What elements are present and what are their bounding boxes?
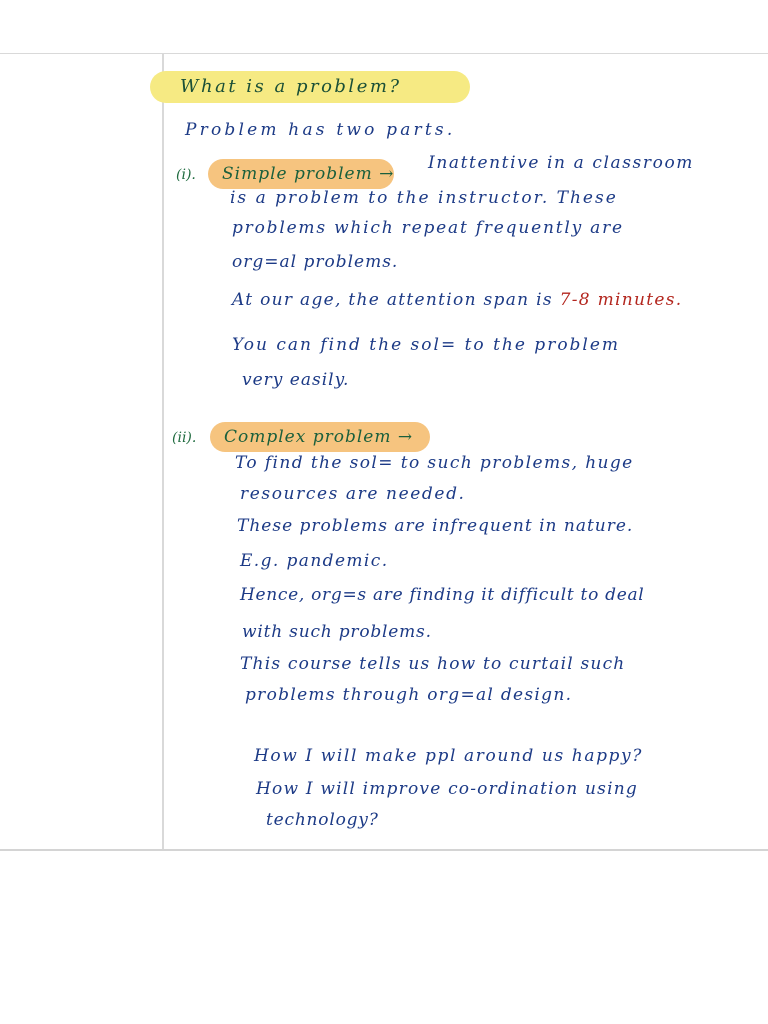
page-bottom-rule xyxy=(0,849,768,851)
heading-highlight xyxy=(150,71,470,103)
attention-value: 7-8 minutes. xyxy=(559,290,683,310)
complex-line-4: E.g. pandemic. xyxy=(240,551,389,571)
question-line-2: How I will improve co-ordination using xyxy=(256,779,638,799)
simple-label-highlight xyxy=(208,159,394,189)
solution-line-2: very easily. xyxy=(242,370,350,390)
complex-line-6: with such problems. xyxy=(242,622,432,642)
simple-marker: (i). xyxy=(176,167,196,183)
margin-line xyxy=(162,54,164,850)
simple-line-3: problems which repeat frequently are xyxy=(232,218,624,238)
complex-line-7: This course tells us how to curtail such xyxy=(240,654,626,674)
page-top-rule xyxy=(0,53,768,54)
solution-line-1: You can find the sol= to the problem xyxy=(232,335,621,355)
complex-marker: (ii). xyxy=(172,430,197,446)
complex-line-2: resources are needed. xyxy=(240,484,466,504)
complex-label-highlight xyxy=(210,422,430,452)
simple-line-4: org=al problems. xyxy=(232,252,399,272)
simple-line-2: is a problem to the instructor. These xyxy=(230,188,618,208)
simple-label: Simple problem → xyxy=(222,164,395,184)
complex-line-5: Hence, org=s are finding it difficult to deal xyxy=(240,585,645,605)
simple-line-1: Inattentive in a classroom xyxy=(428,153,694,173)
page-heading: What is a problem? xyxy=(180,76,402,97)
question-line-3: technology? xyxy=(266,810,379,830)
complex-label: Complex problem → xyxy=(224,427,414,447)
complex-line-8: problems through org=al design. xyxy=(245,685,573,705)
complex-line-1: To find the sol= to such problems, huge xyxy=(235,453,634,473)
question-line-1: How I will make ppl around us happy? xyxy=(254,746,643,766)
attention-text: At our age, the attention span is xyxy=(232,290,553,310)
intro-text: Problem has two parts. xyxy=(185,120,456,140)
attention-line xyxy=(232,290,682,310)
complex-line-3: These problems are infrequent in nature. xyxy=(237,516,634,536)
